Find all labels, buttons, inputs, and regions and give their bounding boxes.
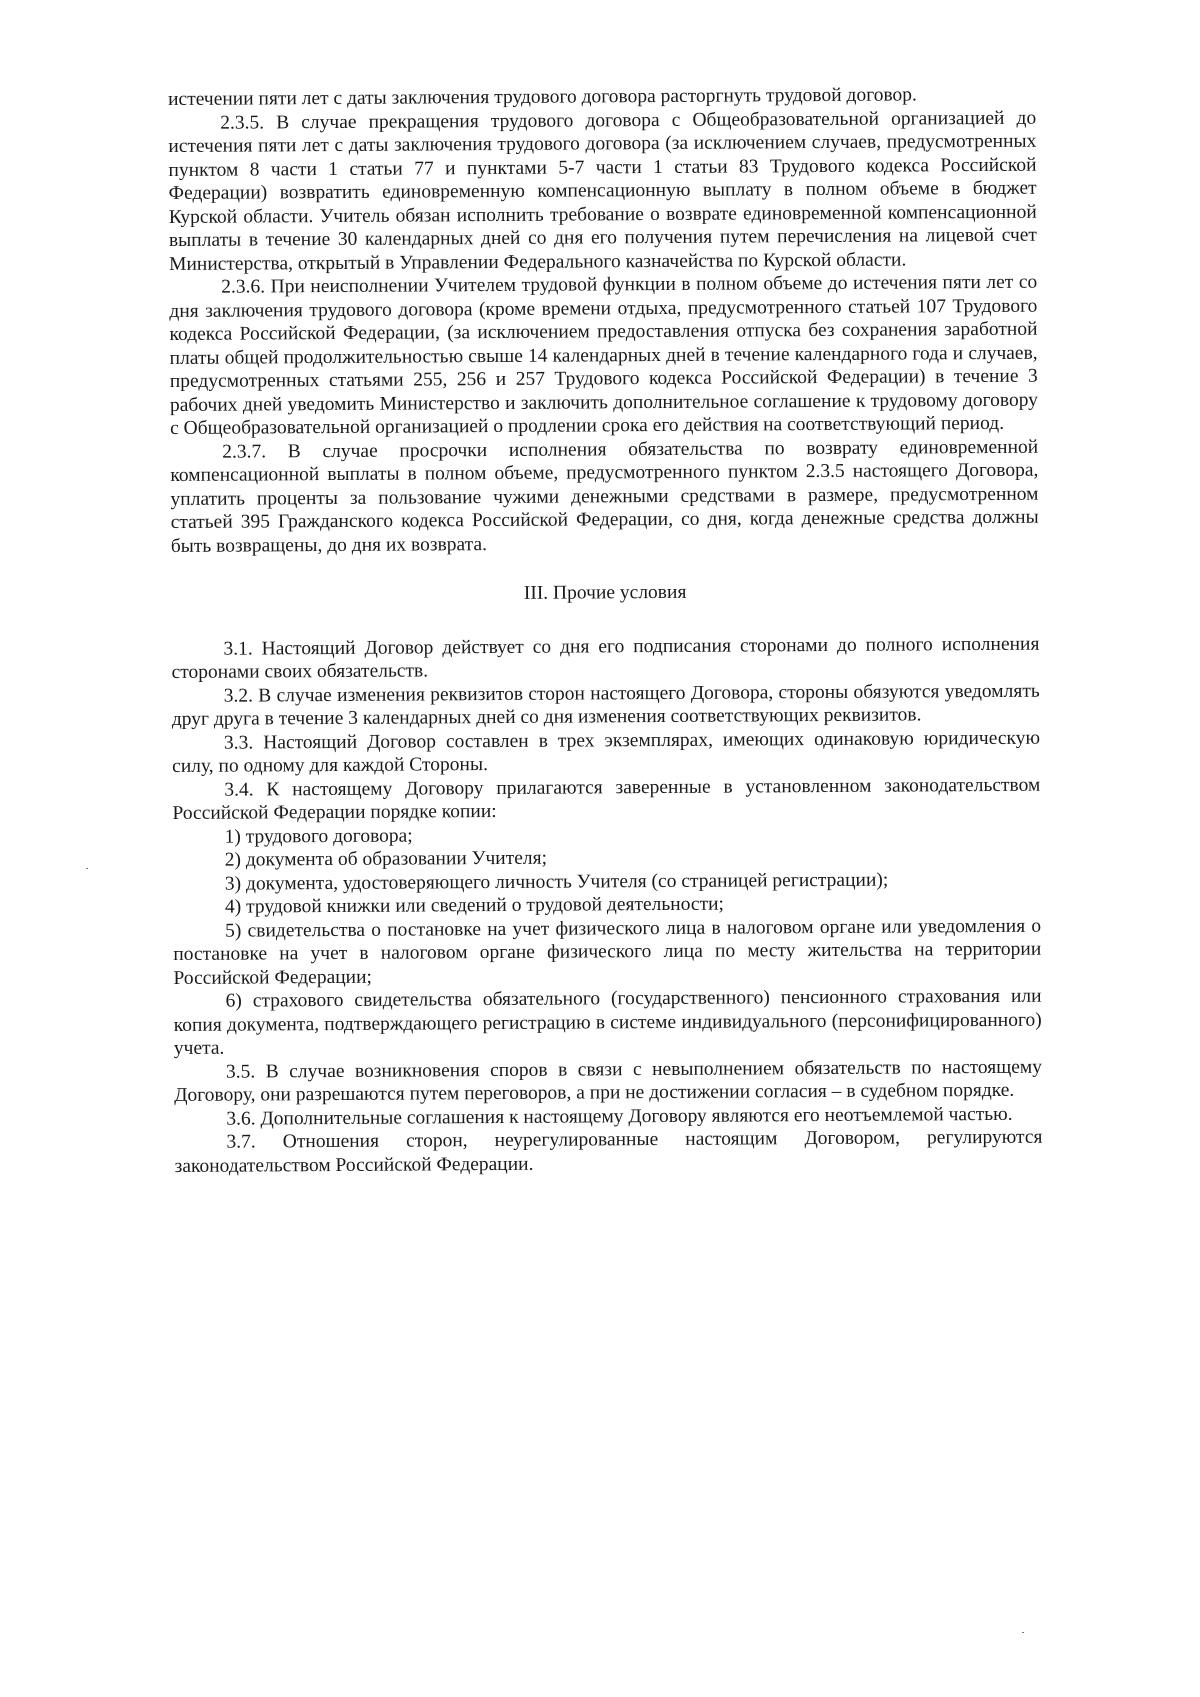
paragraph-3-2: 3.2. В случае изменения реквизитов сторон настоящего Договора, стороны обязуются уведомлять друг друга в течение 3 календарных дней со дня изменения соответствующих реквизитов. <box>171 680 1040 730</box>
paragraph-3-1: 3.1. Настоящий Договор действует со дня его подписания сторонами до полного исполнения сторонами своих обязательств. <box>171 633 1040 683</box>
paragraph-2-3-7: 2.3.7. В случае просрочки исполнения обязательства по возврату единовременной компенсационной выплаты в полном объеме, предусмотренного пунктом 2.3.5 настоящего Договора, уплатить проценты за пользование чужими денежными средствами в размере, предусмотренном статьей 395 Гражданского кодекса Российской Федерации, со дня, когда денежные средства должны быть возвращены, до дня их возврата. <box>170 436 1039 557</box>
attachment-item-6: 6) страхового свидетельства обязательного (государственного) пенсионного страхования или копия документа, подтверждающего регистрацию в системе индивидуального (персонифицированного) учета. <box>173 985 1042 1059</box>
paragraph-3-3: 3.3. Настоящий Договор составлен в трех экземплярах, имеющих одинаковую юридическую силу, по одному для каждой Стороны. <box>172 727 1041 777</box>
attachment-item-1: 1) трудового договора; <box>224 825 413 848</box>
document-page <box>168 83 1043 1178</box>
attachment-item-3: 3) документа, удостоверяющего личность Учителя (со страницей регистрации); <box>224 869 889 895</box>
attachment-item-4: 4) трудовой книжки или сведений о трудовой деятельности; <box>224 893 724 918</box>
paragraph-3-4: 3.4. К настоящему Договору прилагаются заверенные в установленном законодательством Российской Федерации порядке копии: <box>172 774 1041 824</box>
attachment-item-5: 5) свидетельства о постановке на учет физического лица в налоговом органе или уведомления о постановке на учет в налоговом органе физического лица по месту жительства на территории Российской Федерации; <box>173 915 1042 989</box>
paragraph-2-3-6: 2.3.6. При неисполнении Учителем трудовой функции в полном объеме до истечения пяти лет со дня заключения трудового договора (кроме времени отдыха, предусмотренного статьей 107 Трудового кодекса Российской Федерации, (за исключением предоставления отпуска без сохранения заработной платы общей продолжительностью свыше 14 календарных дней в течение календарного года и случаев, предусмотренных статьями 255, 256 и 257 Трудового кодекса Российской Федерации) в течение 3 рабочих дней уведомить Министерство и заключить дополнительное соглашение к трудовому договору с Общеобразовательной организацией о продлении срока его действия на соответствующий период. <box>169 271 1038 439</box>
paragraph-3-6: 3.6. Дополнительные соглашения к настоящему Договору являются его неотъемлемой частью. <box>226 1103 1013 1130</box>
paragraph-3-5: 3.5. В случае возникновения споров в связи с невыполнением обязательств по настоящему Договору, они разрешаются путем переговоров, а при не достижении согласия – в судебном порядке. <box>174 1056 1043 1106</box>
section-title: III. Прочие условия <box>523 581 687 604</box>
paragraph-2-3-5: 2.3.5. В случае прекращения трудового договора с Общеобразовательной организацией до истечения пяти лет с даты заключения трудового договора (за исключением случаев, предусмотренных пунктом 8 части 1 статьи 77 и пунктами 5-7 части 1 статьи 83 Трудового кодекса Российской Федерации) возвратить единовременную компенсационную выплату в полном объеме в бюджет Курской области. Учитель обязан исполнить требование о возврате единовременной компенсационной выплаты в течение 30 календарных дней со дня его получения путем перечисления на лицевой счет Министерства, открытый в Управлении Федерального казначейства по Курской области. <box>168 107 1037 275</box>
paragraph-3-7: 3.7. Отношения сторон, неурегулированные настоящим Договором, регулируются законодательством Российской Федерации. <box>174 1126 1043 1177</box>
scan-speck <box>86 868 88 869</box>
paragraph-continuation: истечении пяти лет с даты заключения трудового договора расторгнуть трудовой договор. <box>168 84 917 110</box>
scan-speck <box>1022 1632 1024 1633</box>
attachment-item-2: 2) документа об образовании Учителя; <box>224 847 548 871</box>
